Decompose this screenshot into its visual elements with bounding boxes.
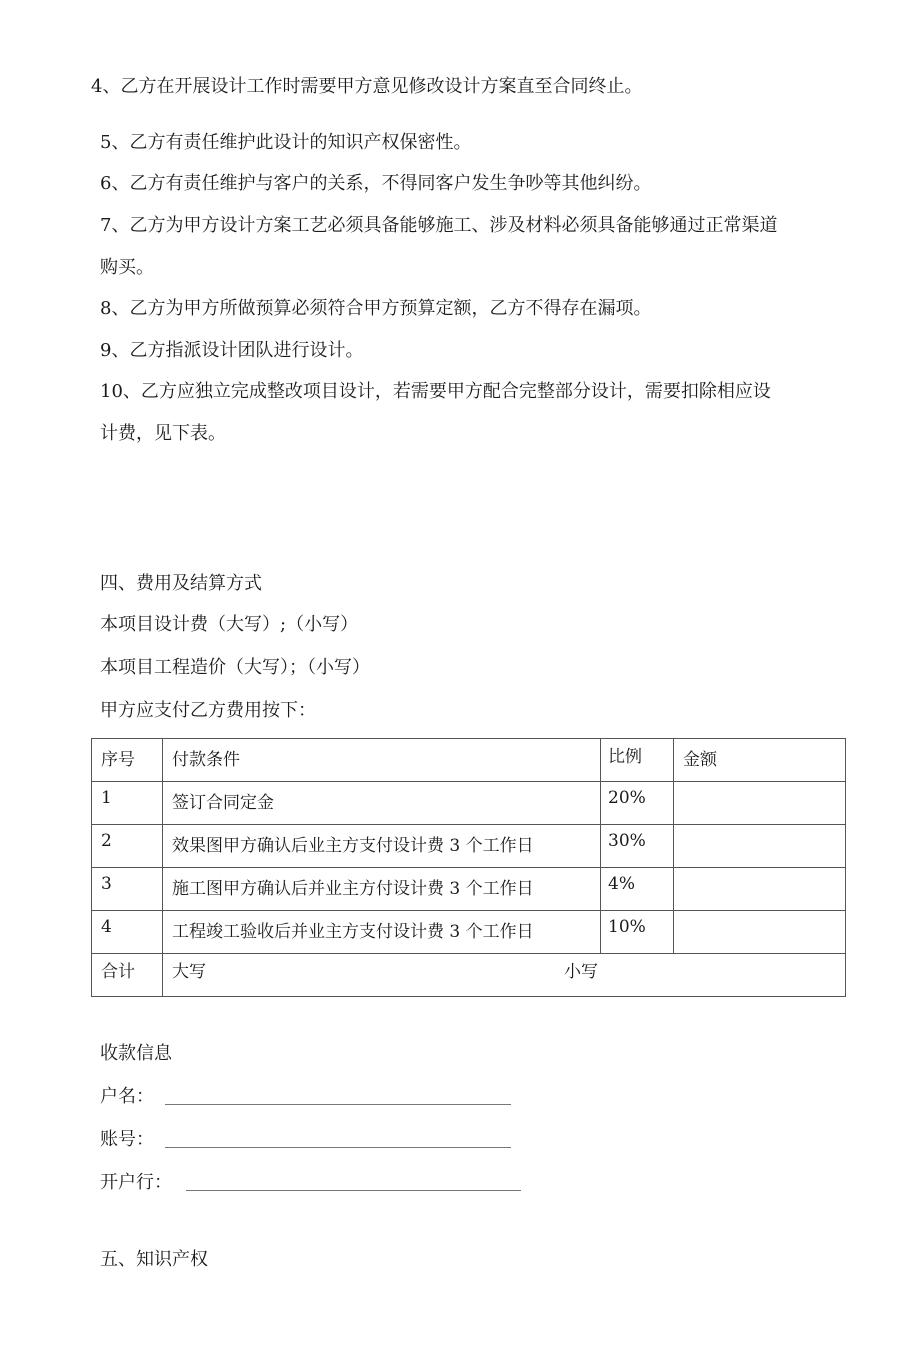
clause-9: 9、乙方指派设计团队进行设计。 [100, 340, 364, 361]
header-ratio: 比例 [601, 739, 674, 782]
section-4-title: 四、费用及结算方式 [100, 573, 262, 594]
header-condition: 付款条件 [163, 739, 601, 782]
total-cell [163, 954, 846, 997]
row-ratio: 20% [601, 782, 674, 825]
account-name-field[interactable] [165, 1104, 511, 1105]
row-condition: 签订合同定金 [163, 782, 601, 825]
table-header-row [92, 739, 846, 782]
row-condition: 效果图甲方确认后业主方支付设计费 3 个工作日 [163, 825, 601, 868]
payment-intro: 甲方应支付乙方费用按下： [100, 700, 316, 721]
clause-5: 5、乙方有责任维护此设计的知识产权保密性。 [100, 132, 472, 153]
row-amount [674, 782, 846, 825]
bank-field[interactable] [186, 1190, 521, 1191]
row-condition: 工程竣工验收后并业主方支付设计费 3 个工作日 [163, 911, 601, 954]
total-upper-label: 大写 [172, 962, 206, 982]
header-amount: 金额 [674, 739, 846, 782]
clause-10-line-2: 计费，见下表。 [100, 423, 226, 444]
row-amount [674, 825, 846, 868]
payment-table [91, 738, 846, 997]
row-ratio: 30% [601, 825, 674, 868]
clause-6: 6、乙方有责任维护与客户的关系，不得同客户发生争吵等其他纠纷。 [100, 173, 652, 194]
account-name-label: 户名： [100, 1086, 154, 1107]
row-ratio: 4% [601, 868, 674, 911]
row-no: 4 [92, 911, 163, 954]
row-amount [674, 911, 846, 954]
clause-8: 8、乙方为甲方所做预算必须符合甲方预算定额，乙方不得存在漏项。 [100, 298, 652, 319]
design-fee-line: 本项目设计费（大写）;（小写） [100, 614, 359, 635]
row-no: 3 [92, 868, 163, 911]
clause-10-line-1: 10、乙方应独立完成整改项目设计，若需要甲方配合完整部分设计，需要扣除相应设 [100, 381, 771, 402]
project-cost-line: 本项目工程造价（大写）；（小写） [100, 657, 370, 678]
section-5-title: 五、知识产权 [100, 1249, 208, 1270]
header-no: 序号 [92, 739, 163, 782]
clause-4: 4、乙方在开展设计工作时需要甲方意见修改设计方案直至合同终止。 [91, 76, 643, 97]
clause-7-line-2: 购买。 [100, 257, 154, 278]
table-row [92, 868, 846, 911]
total-label: 合计 [92, 954, 163, 997]
row-condition: 施工图甲方确认后并业主方付设计费 3 个工作日 [163, 868, 601, 911]
clause-7-line-1: 7、乙方为甲方设计方案工艺必须具备能够施工、涉及材料必须具备能够通过正常渠道 [100, 215, 778, 236]
receipt-title: 收款信息 [100, 1043, 172, 1064]
table-row [92, 782, 846, 825]
account-no-label: 账号： [100, 1129, 154, 1150]
row-amount [674, 868, 846, 911]
total-lower-label: 小写 [564, 962, 598, 982]
account-no-field[interactable] [165, 1147, 511, 1148]
table-row [92, 825, 846, 868]
row-no: 2 [92, 825, 163, 868]
bank-label: 开户行： [100, 1172, 172, 1193]
table-row [92, 911, 846, 954]
table-total-row [92, 954, 846, 997]
row-no: 1 [92, 782, 163, 825]
row-ratio: 10% [601, 911, 674, 954]
